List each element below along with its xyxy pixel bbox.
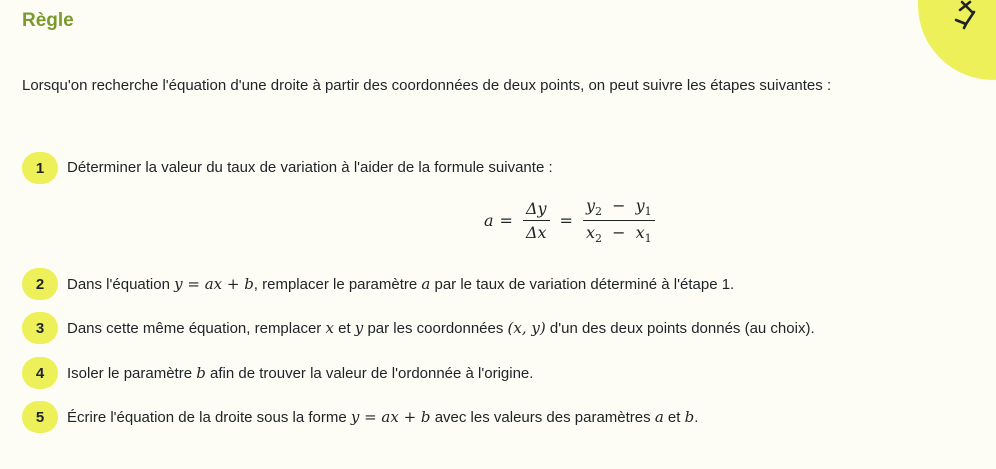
delta-numerator: Δy bbox=[523, 199, 550, 221]
pin-icon bbox=[950, 0, 990, 30]
step-text: Écrire l'équation de la droite sous la forme y = ax + b avec les valeurs des paramètres a et b. bbox=[67, 408, 699, 426]
step-text: Dans cette même équation, remplacer x et y par les coordonnées (x, y) d'un des deux points donnés (au choix). bbox=[67, 319, 815, 337]
step-badge: 2 bbox=[22, 268, 58, 300]
delta-fraction bbox=[523, 199, 550, 242]
intro-text: Lorsqu'on recherche l'équation d'une droite à partir des coordonnées de deux points, on peut suivre les étapes suivantes : bbox=[22, 77, 832, 94]
step-text: Déterminer la valeur du taux de variation à l'aider de la formule suivante : bbox=[67, 159, 553, 176]
step-badge: 4 bbox=[22, 357, 58, 389]
step-text: Isoler le paramètre b afin de trouver la valeur de l'ordonnée à l'origine. bbox=[67, 364, 534, 382]
step-badge: 1 bbox=[22, 152, 58, 184]
step-badge: 3 bbox=[22, 312, 58, 344]
step-text: Dans l'équation y = ax + b, remplacer le paramètre a par le taux de variation déterminé à l'étape 1. bbox=[67, 275, 735, 293]
coordinate-numerator: $y_2 - y_1$ bbox=[583, 196, 655, 221]
delta-denominator: Δx bbox=[525, 223, 547, 243]
rate-formula bbox=[484, 196, 659, 245]
formula-equals-2: = bbox=[559, 211, 573, 231]
coordinate-fraction bbox=[583, 196, 655, 245]
formula-equals: = bbox=[499, 211, 513, 231]
coordinate-denominator: $x_2 - x_1$ bbox=[585, 223, 652, 246]
formula-lhs: a bbox=[484, 211, 494, 231]
rule-title: Règle bbox=[22, 10, 74, 31]
step-badge: 5 bbox=[22, 401, 58, 433]
